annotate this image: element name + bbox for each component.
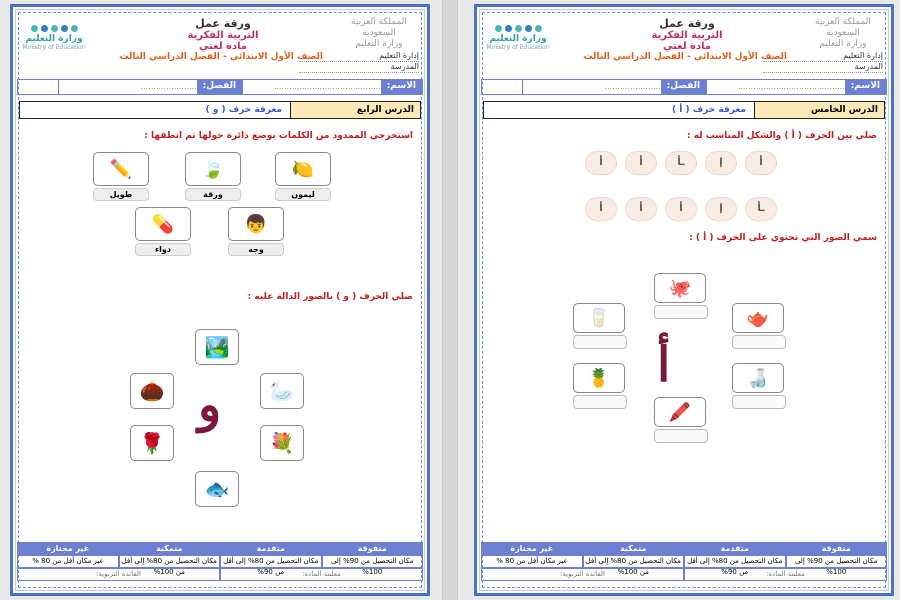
fish-image: 🐟	[195, 471, 239, 507]
letter-form[interactable]: إ	[705, 151, 737, 175]
letter-form[interactable]: ـأ	[665, 151, 697, 175]
class-field[interactable]: ......................	[522, 80, 661, 94]
name-bar: الاسم: .......................................... الفصل: ......................	[481, 79, 887, 95]
glass-image: 🥛	[573, 303, 625, 333]
big-letter-waw: و	[198, 377, 222, 433]
worksheet-page-left	[10, 4, 430, 596]
subject-name: مادة لغتي	[198, 41, 248, 52]
letter-form[interactable]: أ	[745, 151, 777, 175]
letter-form[interactable]: أ	[625, 151, 657, 175]
ministry-name-ar: وزارة التعليم	[25, 34, 83, 44]
answer-box[interactable]	[732, 395, 786, 409]
kingdom-seal: المملكة العربية السعودية وزارة التعليم	[815, 17, 871, 49]
rose-image: 🌹	[130, 425, 174, 461]
class-field[interactable]: ......................	[58, 80, 197, 94]
title-block	[119, 17, 323, 62]
instruction-1: صلي بين الحرف ( أ ) والشكل المناسب له :	[687, 131, 877, 141]
school-fields	[299, 51, 419, 73]
answer-box[interactable]	[732, 335, 786, 349]
worksheet-header	[13, 15, 427, 75]
face-image: 👦	[228, 207, 284, 241]
class-label: الفصل:	[197, 80, 242, 94]
pencils-image: ✏️	[93, 152, 149, 186]
lesson-bar	[19, 101, 421, 119]
instruction-2: سمي الصور التي تحتوي على الحرف ( أ ) :	[689, 233, 877, 243]
ministry-name-en: Ministry of Education	[22, 44, 86, 51]
lesson-number: الدرس الرابع	[290, 102, 420, 118]
field-admin: إدارة التعليم	[299, 51, 419, 62]
ministry-logo	[19, 25, 89, 51]
walnut-image: 🌰	[130, 373, 174, 409]
assessment-footer: متفوقة متقدمة متمكنة غير مجتازة مكان التحصيل من 90% إلى 100% مكان التحصيل من 80% إلى أقل من 90% مكان التحصيل من 80% إلى أقل من 100% غير مكان أقل من 80 % معلمة المادة: القائدة التربوية:	[17, 542, 423, 581]
octopus-image: 🐙	[654, 273, 706, 303]
supervisor-signature: القائدة التربوية:	[17, 568, 220, 581]
worksheet-page-right	[474, 4, 894, 596]
school-fields: إدارة التعليم المدرسة	[763, 51, 883, 73]
name-field[interactable]: ..........................................	[242, 80, 381, 94]
letter-form[interactable]: ـأ	[745, 197, 777, 221]
answer-box[interactable]	[573, 335, 627, 349]
letter-form[interactable]: أ	[665, 197, 697, 221]
program-name: التربية الفكرية	[187, 30, 259, 41]
flowers-image: 💐	[260, 425, 304, 461]
leaf-image: 🍃	[185, 152, 241, 186]
letter-form[interactable]: أ	[625, 197, 657, 221]
letter-form[interactable]: أ	[585, 197, 617, 221]
word-caption: وجه	[228, 243, 284, 256]
grade-line: الصف الأول الابتدائي - الفصل الدراسي الثالث	[119, 52, 323, 62]
medicine-image: 💊	[135, 207, 191, 241]
name-field[interactable]: ..........................................	[706, 80, 845, 94]
lesson-topic: معرفة حرف ( و )	[205, 105, 282, 115]
page-gutter	[442, 0, 458, 600]
goose-image: 🦢	[260, 373, 304, 409]
answer-box[interactable]	[654, 429, 708, 443]
name-bar	[17, 79, 423, 95]
field-school: المدرسة	[299, 62, 419, 73]
letter-form[interactable]: أ	[585, 151, 617, 175]
worksheet-header	[477, 15, 891, 75]
colored-pencils-image: 🖍️	[654, 397, 706, 427]
name-label: الاسم:	[381, 80, 422, 94]
ministry-logo: وزارة التعليم Ministry of Education	[483, 25, 553, 51]
jug-image: 🫖	[732, 303, 784, 333]
valley-image: 🏞️	[195, 329, 239, 365]
big-letter-alif: أ	[657, 337, 671, 393]
pineapple-image: 🍍	[573, 363, 625, 393]
word-caption: ليمون	[275, 188, 331, 201]
assessment-footer: متفوقة متقدمة متمكنة غير مجتازة مكان التحصيل من 90% إلى 100% مكان التحصيل من 80% إلى أقل من 90% مكان التحصيل من 80% إلى أقل من 100% غير مكان أقل من 80 % معلمة المادة: القائدة التربوية:	[481, 542, 887, 581]
instruction-2: صلي الحرف ( و ) بالصور الدالة عليه :	[247, 292, 413, 302]
lesson-bar: الدرس الخامس معرفة حرف ( أ )	[483, 101, 885, 119]
word-caption: ورقة	[185, 188, 241, 201]
kingdom-seal: المملكة العربية السعودية وزارة التعليم	[351, 17, 407, 49]
worksheet-title: ورقة عمل	[195, 17, 251, 30]
title-block: ورقة عمل التربية الفكرية مادة لغتي الصف الأول الابتدائي - الفصل الدراسي الثالث	[583, 17, 787, 62]
letter-form[interactable]: إ	[705, 197, 737, 221]
word-caption: دواء	[135, 243, 191, 256]
teacher-signature: معلمة المادة:	[220, 568, 423, 581]
water-bottle-image: 🍶	[732, 363, 784, 393]
lemon-image: 🍋	[275, 152, 331, 186]
word-caption: طويل	[93, 188, 149, 201]
answer-box[interactable]	[573, 395, 627, 409]
instruction-1: استخرجي الممدود من الكلمات بوضع دائرة حولها ثم انطقها :	[144, 131, 413, 141]
answer-box[interactable]	[654, 305, 708, 319]
